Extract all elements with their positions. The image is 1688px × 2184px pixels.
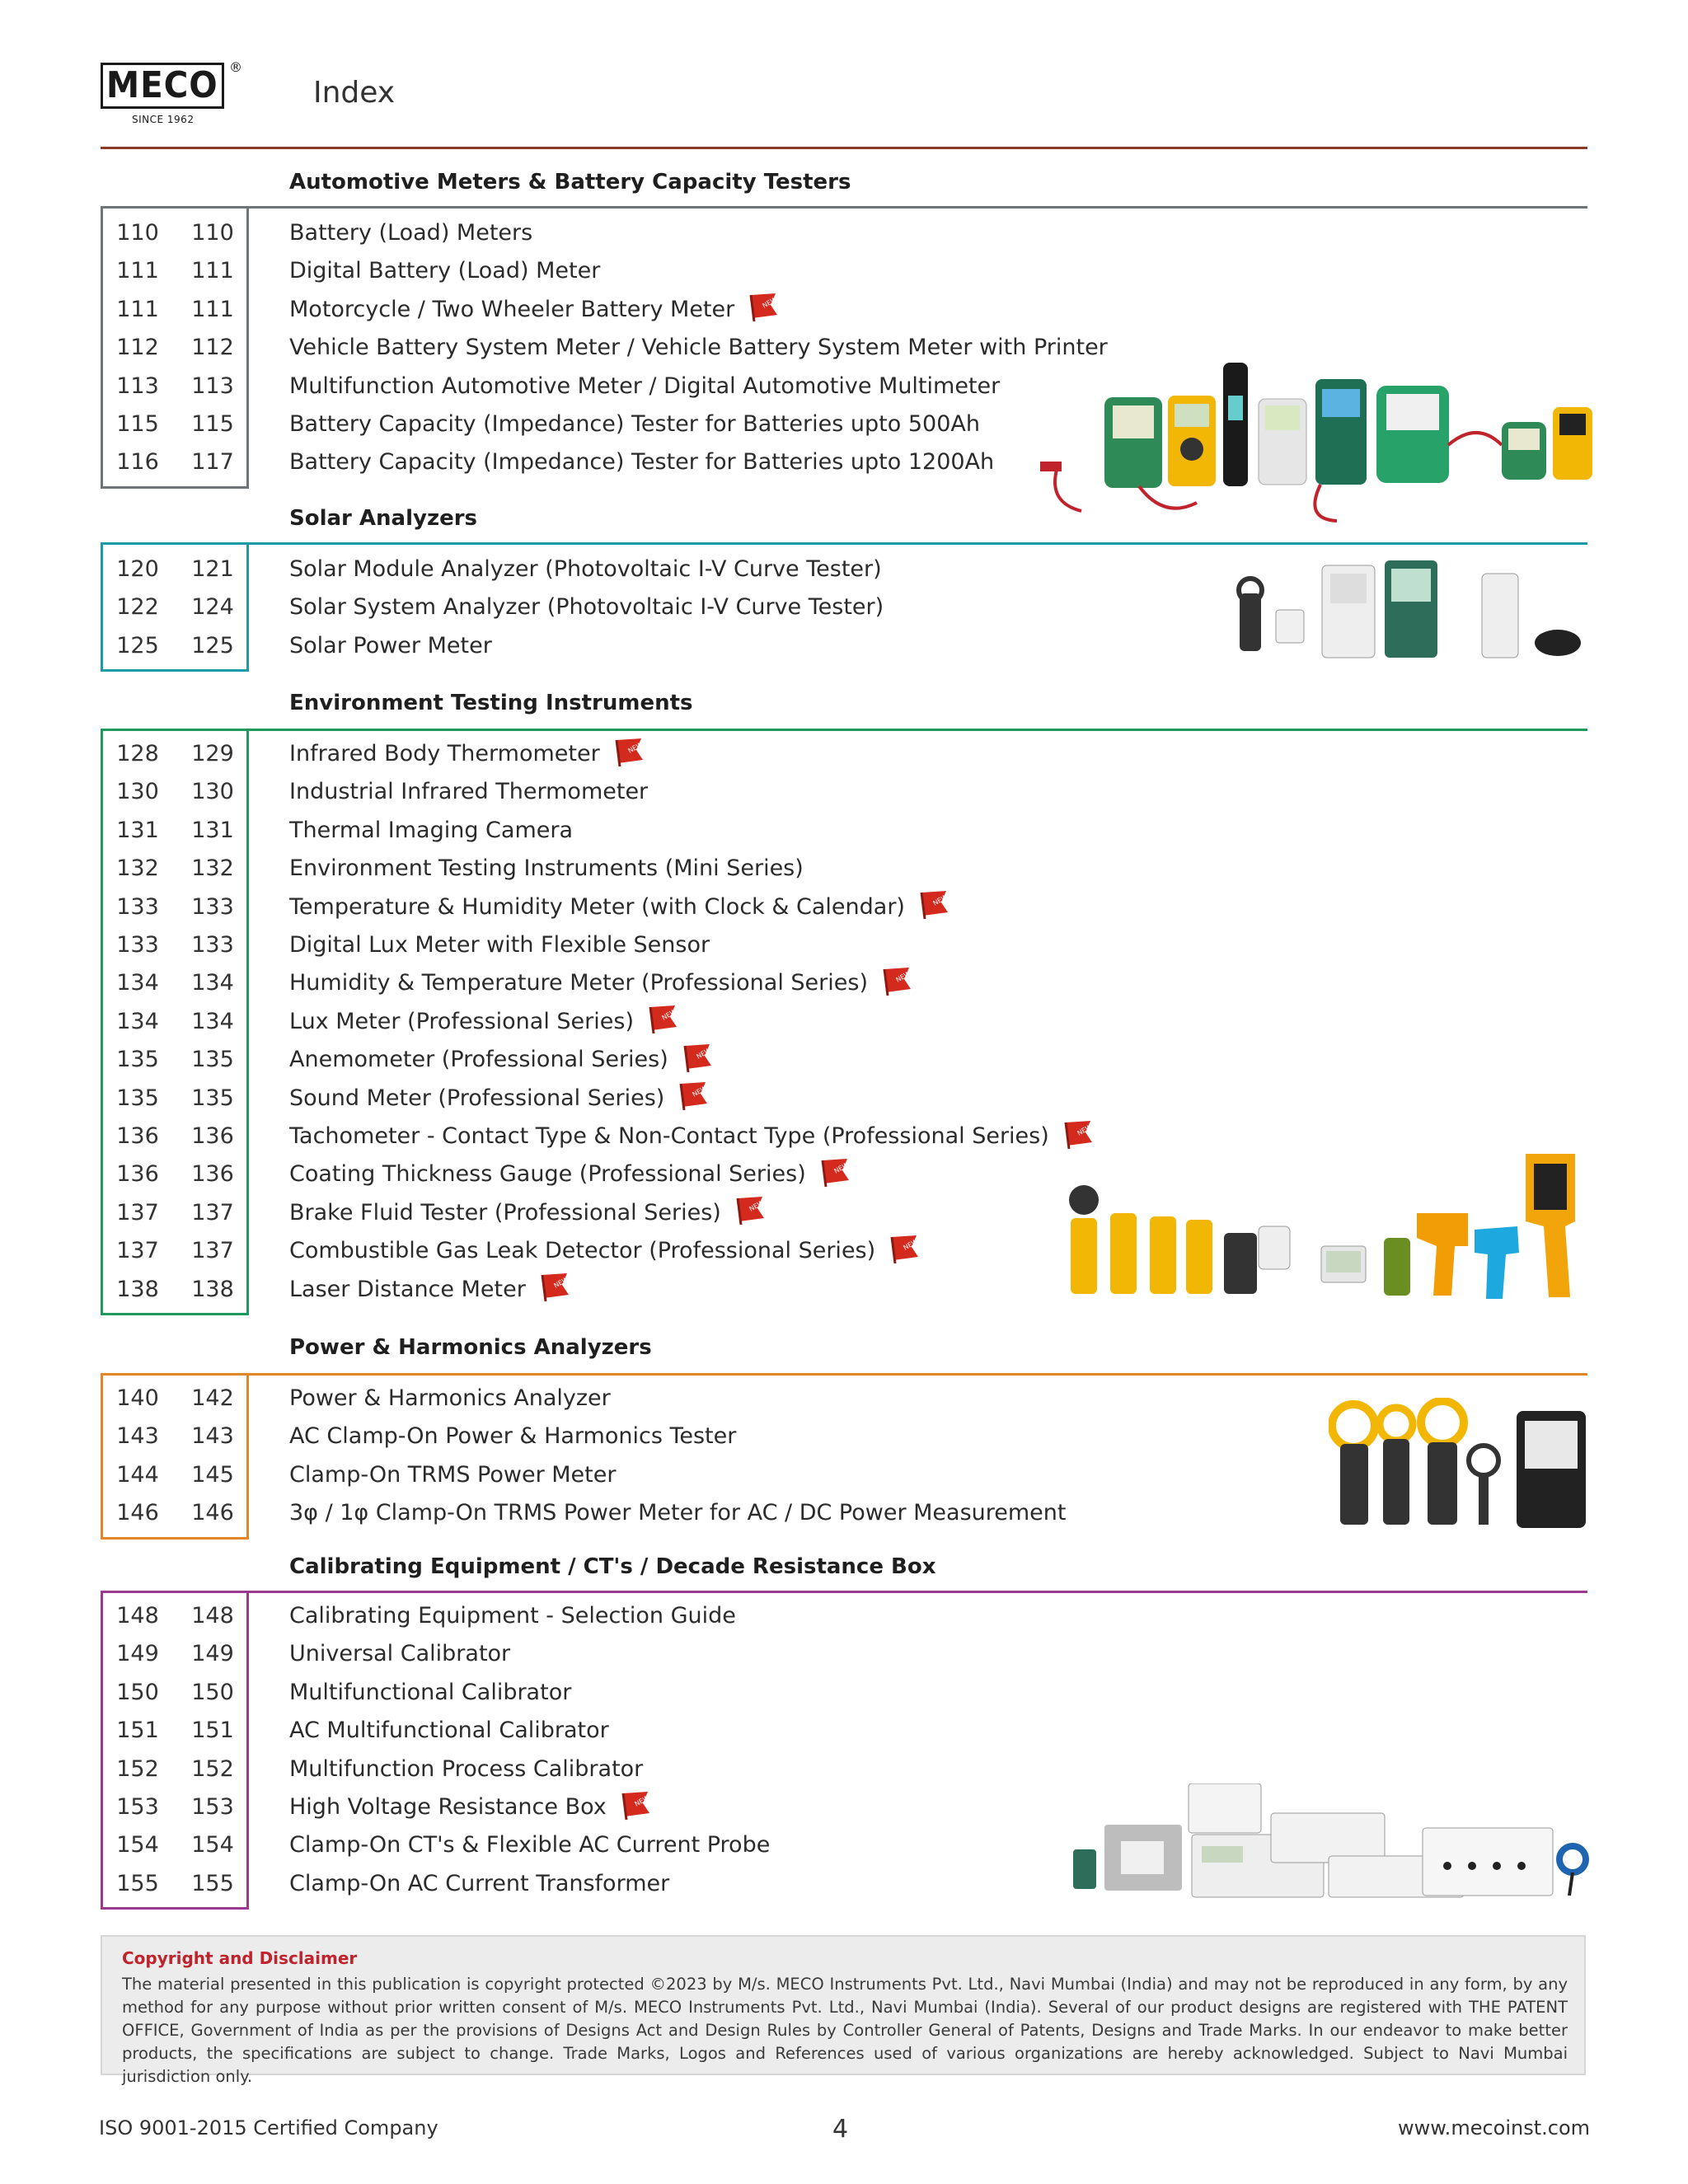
page-from: 115 <box>116 411 159 437</box>
digital-battery-meter-yellow <box>1168 396 1216 486</box>
entry-label: Combustible Gas Leak Detector (Professional Series) <box>289 1238 876 1264</box>
entry-label: Laser Distance Meter <box>289 1276 526 1302</box>
mini-series-meters <box>1110 1213 1212 1294</box>
index-entry[interactable] <box>0 1494 1484 1532</box>
section-rule <box>101 542 1587 545</box>
page-to: 111 <box>191 296 234 322</box>
new-flag-icon <box>676 1080 709 1112</box>
solar-module-analyzer <box>1322 565 1375 658</box>
logo-registered-mark: ® <box>229 59 242 75</box>
page-to: 151 <box>191 1718 234 1744</box>
index-entry[interactable] <box>0 926 1484 964</box>
clamp-meter-1 <box>1332 1404 1375 1525</box>
temperature-probe <box>1276 610 1304 643</box>
section-heading: Power & Harmonics Analyzers <box>289 1335 652 1360</box>
page-from: 122 <box>116 594 159 621</box>
entry-label-wrap <box>289 1271 570 1309</box>
entry-label: Vehicle Battery System Meter / Vehicle Battery System Meter with Printer <box>289 335 1108 361</box>
clamp-on-ct <box>1559 1846 1586 1896</box>
section-rule <box>101 729 1587 731</box>
page-from: 113 <box>116 373 159 399</box>
page-to: 138 <box>191 1276 234 1302</box>
entry-label-wrap <box>289 1597 736 1635</box>
entry-label-wrap <box>289 588 884 626</box>
page-to: 145 <box>191 1461 234 1488</box>
entry-label-wrap <box>289 1232 920 1270</box>
page-to: 125 <box>191 632 234 658</box>
page-from: 152 <box>116 1755 159 1782</box>
automotive-multimeter <box>1315 379 1367 521</box>
entry-label: Solar Module Analyzer (Photovoltaic I-V Curve Tester) <box>289 556 882 582</box>
entry-label: Environment Testing Instruments (Mini Series) <box>289 855 804 882</box>
automotive-meters-image <box>1040 346 1592 527</box>
index-entry[interactable] <box>0 1418 1484 1455</box>
page-from: 153 <box>116 1794 159 1820</box>
entry-label-wrap <box>289 214 532 252</box>
entry-label: Battery Capacity (Impedance) Tester for Batteries upto 500Ah <box>289 411 980 437</box>
entry-label-wrap <box>289 1788 651 1826</box>
page-from: 138 <box>116 1276 159 1302</box>
page-from: 120 <box>116 556 159 582</box>
page-from: 111 <box>116 258 159 284</box>
anemometer <box>1069 1185 1099 1294</box>
section-heading: Calibrating Equipment / CT's / Decade Resistance Box <box>289 1554 936 1579</box>
logo-text: MECO <box>106 64 218 106</box>
page-from: 110 <box>116 220 159 246</box>
page-from: 137 <box>116 1199 159 1226</box>
svg-text:NEW: NEW <box>695 1046 713 1061</box>
entry-label-wrap <box>289 1865 669 1903</box>
entry-label-wrap <box>289 368 1000 405</box>
entry-label-wrap <box>289 291 779 329</box>
page-from: 136 <box>116 1123 159 1149</box>
entry-label-wrap <box>289 735 645 773</box>
new-flag-icon <box>680 1043 713 1074</box>
infrared-body-thermometer <box>1475 1226 1519 1299</box>
svg-text:NEW: NEW <box>626 739 645 755</box>
page-to: 146 <box>191 1500 234 1526</box>
entry-label-wrap <box>289 773 648 811</box>
index-entry[interactable] <box>0 1597 1484 1635</box>
page-from: 150 <box>116 1679 159 1705</box>
svg-text:NEW: NEW <box>633 1793 651 1808</box>
entry-label: Lux Meter (Professional Series) <box>289 1008 634 1034</box>
page-from: 137 <box>116 1238 159 1264</box>
page-from: 132 <box>116 855 159 882</box>
page-from: 116 <box>116 449 159 476</box>
entry-label: Multifunction Process Calibrator <box>289 1755 644 1782</box>
index-entry[interactable] <box>0 773 1484 811</box>
new-flag-icon <box>879 966 912 997</box>
page-to: 150 <box>191 1679 234 1705</box>
solar-power-meter <box>1482 574 1581 658</box>
page-from: 134 <box>116 1008 159 1034</box>
entry-label: Solar System Analyzer (Photovoltaic I-V Curve Tester) <box>289 594 884 621</box>
page-to: 132 <box>191 855 234 882</box>
page-to: 113 <box>191 373 234 399</box>
svg-text:NEW: NEW <box>691 1084 709 1099</box>
entry-label: Calibrating Equipment - Selection Guide <box>289 1603 736 1629</box>
entry-label-wrap <box>289 850 804 888</box>
entry-label-wrap <box>289 627 492 665</box>
solar-system-analyzer <box>1385 560 1437 658</box>
entry-label: Anemometer (Professional Series) <box>289 1047 668 1073</box>
page-to: 135 <box>191 1047 234 1073</box>
page-from: 149 <box>116 1641 159 1667</box>
page-from: 144 <box>116 1461 159 1488</box>
page-from: 133 <box>116 932 159 958</box>
entry-label: Digital Lux Meter with Flexible Sensor <box>289 932 710 958</box>
entry-label: AC Clamp-On Power & Harmonics Tester <box>289 1423 737 1450</box>
entry-label: Brake Fluid Tester (Professional Series) <box>289 1199 721 1226</box>
copyright-disclaimer <box>101 1935 1586 2086</box>
svg-text:NEW: NEW <box>1076 1122 1094 1137</box>
index-entry[interactable] <box>0 812 1484 850</box>
index-entry[interactable] <box>0 964 1484 1002</box>
section-rule <box>101 206 1587 209</box>
logo-since: SINCE 1962 <box>132 114 195 125</box>
section-rule <box>101 1373 1587 1376</box>
battery-capacity-tester-1200ah <box>1502 407 1592 480</box>
page-to: 153 <box>191 1794 234 1820</box>
index-entry[interactable] <box>0 1674 1484 1712</box>
page-from: 136 <box>116 1161 159 1188</box>
page-to: 155 <box>191 1870 234 1896</box>
entry-label: Battery (Load) Meters <box>289 220 533 246</box>
page-to: 135 <box>191 1085 234 1111</box>
entry-label-wrap <box>289 551 882 588</box>
meco-logo <box>101 59 241 127</box>
svg-text:NEW: NEW <box>902 1237 920 1252</box>
new-flag-icon <box>917 889 950 921</box>
solar-analyzers-image <box>1235 560 1585 661</box>
entry-label-wrap <box>289 1750 643 1788</box>
power-analyzers-image <box>1329 1398 1588 1531</box>
entry-label: Battery Capacity (Impedance) Tester for Batteries upto 1200Ah <box>289 449 995 476</box>
new-flag-icon <box>537 1272 570 1303</box>
high-voltage-resistance-box <box>1104 1825 1182 1891</box>
page-from: 155 <box>116 1870 159 1896</box>
section-heading: Automotive Meters & Battery Capacity Testers <box>289 170 851 194</box>
entry-label-wrap <box>289 1080 709 1118</box>
footer-website-link[interactable]: www.mecoinst.com <box>1398 2116 1591 2139</box>
page-to: 121 <box>191 556 234 582</box>
entry-label-wrap <box>289 1041 713 1079</box>
page-to: 112 <box>191 335 234 361</box>
entry-label: 3φ / 1φ Clamp-On TRMS Power Meter for AC / DC Power Measurement <box>289 1500 1067 1526</box>
page-from: 112 <box>116 335 159 361</box>
entry-label-wrap <box>289 329 1108 367</box>
page-to: 142 <box>191 1385 234 1411</box>
page-to: 133 <box>191 932 234 958</box>
entry-label: High Voltage Resistance Box <box>289 1794 607 1820</box>
header-divider <box>101 147 1587 149</box>
page-to: 136 <box>191 1161 234 1188</box>
entry-label: Coating Thickness Gauge (Professional Series) <box>289 1161 806 1188</box>
temperature-humidity-meter <box>1321 1246 1366 1282</box>
entry-label: Clamp-On TRMS Power Meter <box>289 1461 617 1488</box>
svg-text:NEW: NEW <box>931 893 950 907</box>
page-to: 111 <box>191 258 234 284</box>
motorcycle-battery-meter <box>1223 363 1248 486</box>
page-from: 151 <box>116 1718 159 1744</box>
entry-label-wrap <box>289 1494 1067 1532</box>
page-to: 133 <box>191 893 234 920</box>
index-entry[interactable] <box>0 1080 1484 1118</box>
entry-label-wrap <box>289 926 710 964</box>
page-to: 110 <box>191 220 234 246</box>
new-flag-icon <box>618 1790 651 1821</box>
page-from: 135 <box>116 1047 159 1073</box>
new-flag-icon <box>645 1004 678 1035</box>
page-to: 154 <box>191 1832 234 1858</box>
entry-label-wrap <box>289 443 994 481</box>
page-to: 115 <box>191 411 234 437</box>
index-entry[interactable] <box>0 1380 1484 1418</box>
entry-label-wrap <box>289 888 950 926</box>
svg-text:NEW: NEW <box>832 1160 851 1175</box>
new-flag-icon <box>1061 1119 1094 1151</box>
page-to: 143 <box>191 1423 234 1450</box>
page-from: 134 <box>116 970 159 996</box>
entry-label-wrap <box>289 1635 510 1673</box>
new-flag-icon <box>746 292 779 323</box>
decade-resistance-box <box>1423 1828 1553 1896</box>
index-entry[interactable] <box>0 1750 1484 1788</box>
entry-label-wrap <box>289 1418 736 1455</box>
page-to: 134 <box>191 1008 234 1034</box>
page-from: 140 <box>116 1385 159 1411</box>
entry-label-wrap <box>289 1674 571 1712</box>
entry-label-wrap <box>289 1155 851 1193</box>
entry-label: Digital Battery (Load) Meter <box>289 258 601 284</box>
thermal-imaging-camera <box>1526 1154 1575 1297</box>
entry-label: Clamp-On AC Current Transformer <box>289 1870 670 1896</box>
page-to: 124 <box>191 594 234 621</box>
laser-distance-meter <box>1384 1238 1410 1296</box>
page-from: 128 <box>116 741 159 766</box>
entry-label: Universal Calibrator <box>289 1641 511 1667</box>
svg-text:NEW: NEW <box>552 1275 570 1290</box>
entry-label-wrap <box>289 964 912 1002</box>
page-number: 4 <box>832 2115 849 2144</box>
entry-label: Industrial Infrared Thermometer <box>289 779 649 805</box>
entry-label: Temperature & Humidity Meter (with Clock & Calendar) <box>289 893 905 920</box>
page-from: 131 <box>116 817 159 843</box>
page-from: 125 <box>116 632 159 658</box>
page-from: 143 <box>116 1423 159 1450</box>
svg-text:NEW: NEW <box>761 295 779 311</box>
entry-label: Solar Power Meter <box>289 632 492 658</box>
index-entry[interactable] <box>0 291 1484 329</box>
svg-text:NEW: NEW <box>894 969 912 984</box>
page-to: 129 <box>191 741 234 766</box>
entry-label: Sound Meter (Professional Series) <box>289 1085 665 1111</box>
index-entry[interactable] <box>0 1003 1484 1041</box>
page-to: 131 <box>191 817 234 843</box>
entry-label-wrap <box>289 1194 766 1232</box>
index-entry[interactable] <box>0 1041 1484 1079</box>
power-harmonics-analyzer <box>1517 1411 1586 1528</box>
entry-label-wrap <box>289 1118 1094 1155</box>
page-to: 149 <box>191 1641 234 1667</box>
page-title: Index <box>313 76 396 110</box>
page-to: 137 <box>191 1199 234 1226</box>
clamp-sensor <box>1239 579 1262 651</box>
new-flag-icon <box>612 737 645 768</box>
page-to: 134 <box>191 970 234 996</box>
svg-text:NEW: NEW <box>660 1007 678 1023</box>
new-flag-icon <box>818 1157 851 1188</box>
page-to: 136 <box>191 1123 234 1149</box>
page-from: 130 <box>116 779 159 805</box>
entry-label: Motorcycle / Two Wheeler Battery Meter <box>289 296 735 322</box>
page-to: 130 <box>191 779 234 805</box>
disclaimer-title: Copyright and Disclaimer <box>122 1948 358 1968</box>
page-to: 137 <box>191 1238 234 1264</box>
entry-label-wrap <box>289 1712 609 1750</box>
process-calibrator <box>1073 1849 1096 1889</box>
industrial-infrared-thermometer <box>1417 1213 1468 1296</box>
index-entry[interactable] <box>0 214 1484 252</box>
footer-certification: ISO 9001-2015 Certified Company <box>99 2116 438 2139</box>
index-entry[interactable] <box>0 1635 1484 1673</box>
entry-label-wrap <box>289 1003 678 1041</box>
svg-text:NEW: NEW <box>748 1198 766 1214</box>
page-from: 111 <box>116 296 159 322</box>
new-flag-icon <box>733 1195 766 1226</box>
entry-label: Multifunction Automotive Meter / Digital Automotive Multimeter <box>289 373 1001 399</box>
entry-label: Thermal Imaging Camera <box>289 817 574 843</box>
page-from: 148 <box>116 1603 159 1629</box>
page-from: 133 <box>116 893 159 920</box>
page-from: 154 <box>116 1832 159 1858</box>
vehicle-battery-system-meter <box>1259 399 1306 485</box>
entry-label: Power & Harmonics Analyzer <box>289 1385 611 1411</box>
clamp-meter-3 <box>1421 1401 1464 1525</box>
entry-label: Humidity & Temperature Meter (Professional Series) <box>289 970 868 996</box>
entry-label-wrap <box>289 1826 770 1864</box>
index-entry[interactable] <box>0 850 1484 888</box>
entry-label-wrap <box>289 405 980 443</box>
section-rule <box>101 1591 1587 1593</box>
flexible-probe <box>1469 1446 1498 1525</box>
index-entry[interactable] <box>0 735 1484 773</box>
calibrating-equipment-image <box>1068 1783 1589 1899</box>
index-entry[interactable] <box>0 1456 1484 1494</box>
section-heading: Solar Analyzers <box>289 506 478 531</box>
new-flag-icon <box>887 1234 920 1265</box>
entry-label: Multifunctional Calibrator <box>289 1679 572 1705</box>
disclaimer-body: The material presented in this publication is copyright protected ©2023 by M/s. MECO Instruments Pvt. Ltd., Navi Mumbai (India) and may not be reproduced in any form, by any method for any purpose without prior written consent of M/s. MECO Instruments Pvt. Ltd., Navi Mumbai (India). Several of our product designs are registered with THE PATENT OFFICE, Government of India as per the provisions of Designs Act and Design Rules by Controller General of Patents, Designs and Trade Marks. In our endeavor to make better products, the specifications are subject to change. Trade Marks, Logos and References used of various organizations are hereby acknowledged. Subject to Navi Mumbai jurisdiction only. <box>122 1975 1568 2086</box>
index-entry[interactable] <box>0 888 1484 926</box>
page-from: 146 <box>116 1500 159 1526</box>
index-entry[interactable] <box>0 1712 1484 1750</box>
index-entry[interactable] <box>0 252 1484 290</box>
page-to: 148 <box>191 1603 234 1629</box>
page-to: 152 <box>191 1755 234 1782</box>
entry-label-wrap <box>289 1380 611 1418</box>
page-from: 135 <box>116 1085 159 1111</box>
section-heading: Environment Testing Instruments <box>289 691 693 715</box>
entry-label: Tachometer - Contact Type & Non-Contact Type (Professional Series) <box>289 1123 1049 1149</box>
logo-box <box>101 63 224 109</box>
entry-label: AC Multifunctional Calibrator <box>289 1718 609 1744</box>
clamp-meter-2 <box>1380 1408 1413 1525</box>
entry-label-wrap <box>289 1456 616 1494</box>
page-to: 117 <box>191 449 234 476</box>
environment-instruments-image <box>1067 1147 1588 1304</box>
lux-meter <box>1224 1226 1290 1294</box>
battery-capacity-tester-500ah <box>1376 386 1502 483</box>
entry-label-wrap <box>289 252 600 290</box>
entry-label: Infrared Body Thermometer <box>289 741 600 766</box>
entry-label-wrap <box>289 812 573 850</box>
entry-label: Clamp-On CT's & Flexible AC Current Probe <box>289 1832 771 1858</box>
